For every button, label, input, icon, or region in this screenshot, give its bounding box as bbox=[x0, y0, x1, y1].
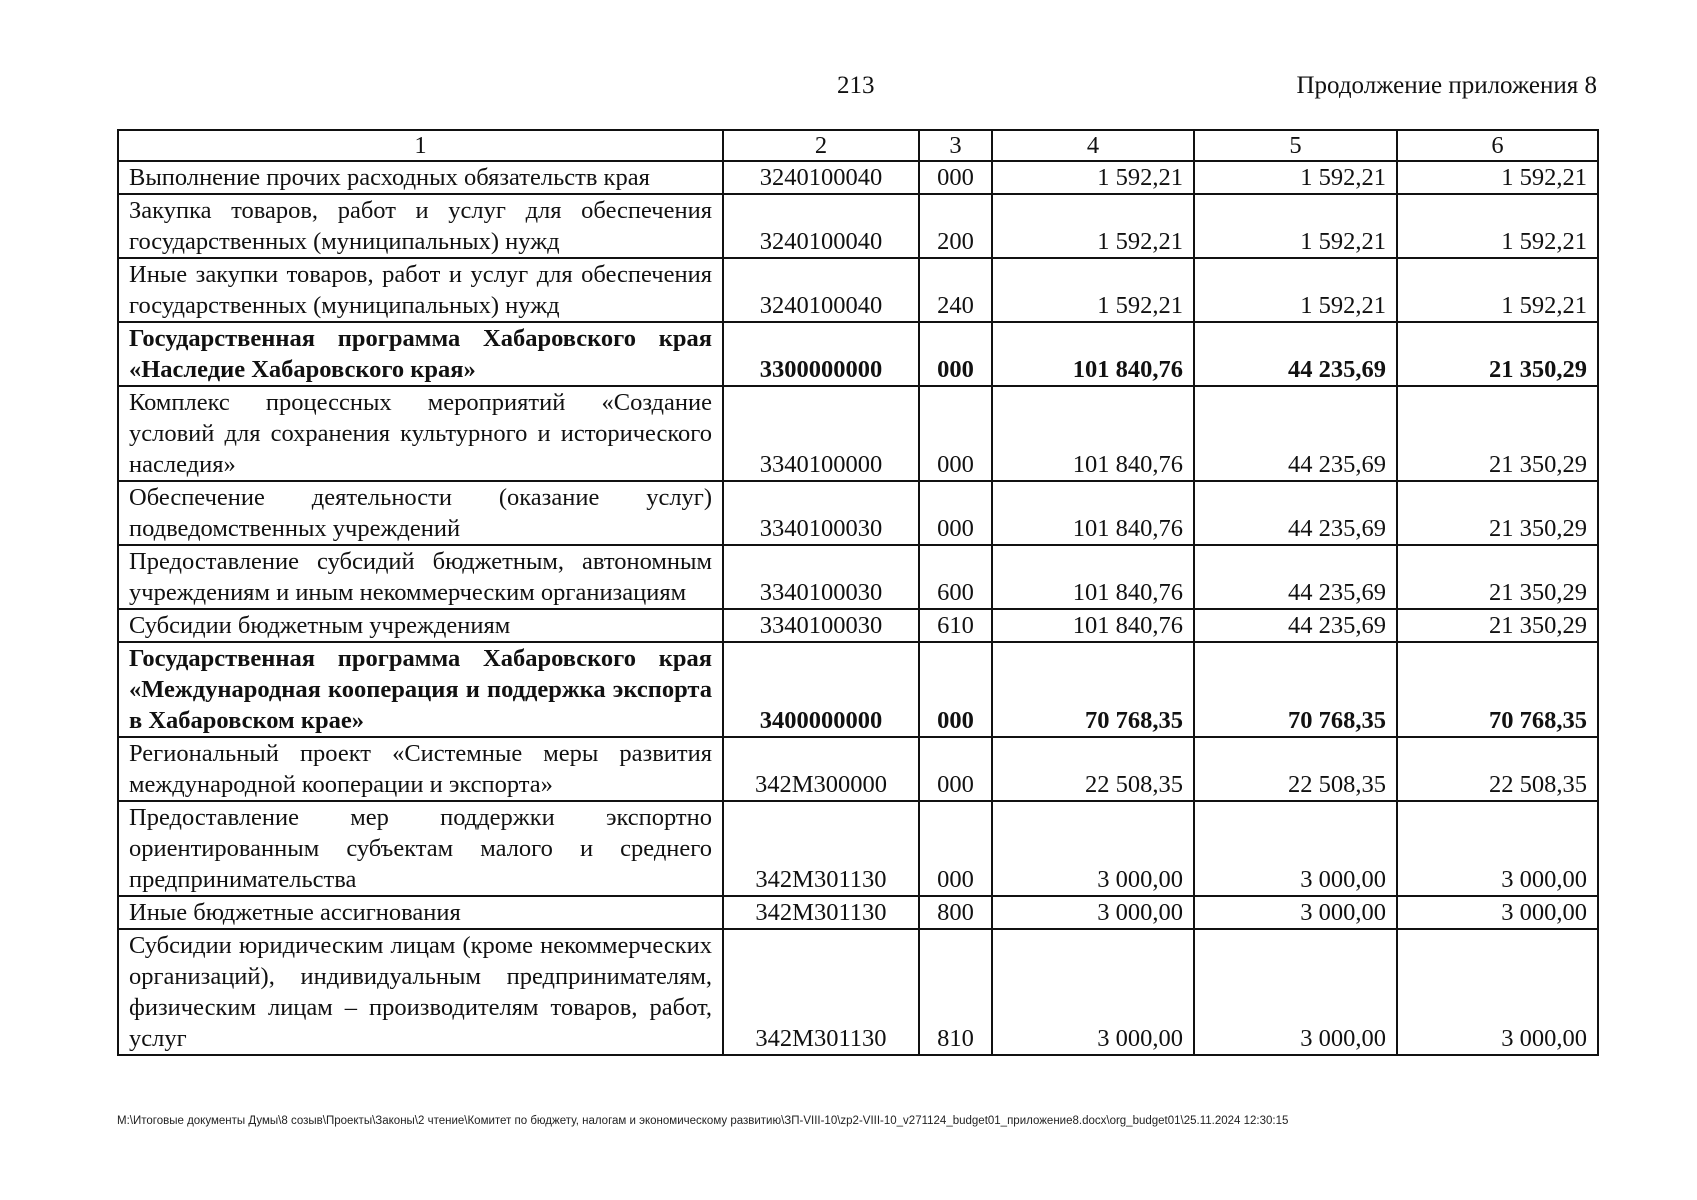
table-row bbox=[118, 929, 1598, 1055]
row-value-col6-cell: 21 350,29 bbox=[1397, 545, 1598, 609]
row-value-col5-cell: 70 768,35 bbox=[1194, 642, 1397, 737]
appendix-caption: Продолжение приложения 8 bbox=[1296, 72, 1597, 99]
row-code-cell: 3340100000 bbox=[723, 386, 919, 481]
row-name-cell: Региональный проект «Системные меры развития международной кооперации и экспорта» bbox=[118, 737, 723, 801]
row-expense-type-cell: 000 bbox=[919, 801, 992, 896]
column-header-4: 4 bbox=[992, 130, 1194, 161]
row-expense-type-cell: 800 bbox=[919, 896, 992, 929]
row-expense-type-cell: 810 bbox=[919, 929, 992, 1055]
table-row bbox=[118, 896, 1598, 929]
row-code-cell: 3340100030 bbox=[723, 609, 919, 642]
row-value-col6-cell: 3 000,00 bbox=[1397, 801, 1598, 896]
row-value-col5-cell: 1 592,21 bbox=[1194, 194, 1397, 258]
table-row bbox=[118, 258, 1598, 322]
table-row bbox=[118, 642, 1598, 737]
row-name-cell: Выполнение прочих расходных обязательств края bbox=[118, 161, 723, 194]
row-name-cell: Субсидии бюджетным учреждениям bbox=[118, 609, 723, 642]
row-value-col5-cell: 44 235,69 bbox=[1194, 481, 1397, 545]
table-row bbox=[118, 194, 1598, 258]
row-code-cell: 342М300000 bbox=[723, 737, 919, 801]
row-expense-type-cell: 000 bbox=[919, 322, 992, 386]
table-row bbox=[118, 545, 1598, 609]
table-row bbox=[118, 322, 1598, 386]
row-name-cell: Предоставление мер поддержки экспортно ориентированным субъектам малого и среднего предпринимательства bbox=[118, 801, 723, 896]
row-value-col6-cell: 1 592,21 bbox=[1397, 194, 1598, 258]
row-value-col4-cell: 1 592,21 bbox=[992, 161, 1194, 194]
row-value-col5-cell: 44 235,69 bbox=[1194, 322, 1397, 386]
row-expense-type-cell: 000 bbox=[919, 161, 992, 194]
row-value-col5-cell: 44 235,69 bbox=[1194, 545, 1397, 609]
row-name-cell: Иные закупки товаров, работ и услуг для обеспечения государственных (муниципальных) нужд bbox=[118, 258, 723, 322]
table-row bbox=[118, 161, 1598, 194]
row-value-col5-cell: 1 592,21 bbox=[1194, 161, 1397, 194]
row-code-cell: 3240100040 bbox=[723, 258, 919, 322]
row-value-col6-cell: 21 350,29 bbox=[1397, 322, 1598, 386]
column-header-2: 2 bbox=[723, 130, 919, 161]
row-code-cell: 342М301130 bbox=[723, 896, 919, 929]
row-value-col6-cell: 3 000,00 bbox=[1397, 929, 1598, 1055]
table-row bbox=[118, 801, 1598, 896]
row-value-col5-cell: 1 592,21 bbox=[1194, 258, 1397, 322]
table-row bbox=[118, 737, 1598, 801]
row-value-col6-cell: 70 768,35 bbox=[1397, 642, 1598, 737]
row-name-cell: Закупка товаров, работ и услуг для обеспечения государственных (муниципальных) нужд bbox=[118, 194, 723, 258]
row-value-col6-cell: 3 000,00 bbox=[1397, 896, 1598, 929]
row-value-col6-cell: 21 350,29 bbox=[1397, 609, 1598, 642]
row-value-col5-cell: 44 235,69 bbox=[1194, 609, 1397, 642]
row-value-col5-cell: 22 508,35 bbox=[1194, 737, 1397, 801]
row-value-col4-cell: 1 592,21 bbox=[992, 258, 1194, 322]
row-value-col6-cell: 21 350,29 bbox=[1397, 481, 1598, 545]
column-number-row bbox=[118, 130, 1598, 161]
row-value-col4-cell: 101 840,76 bbox=[992, 609, 1194, 642]
column-header-1: 1 bbox=[118, 130, 723, 161]
row-value-col5-cell: 3 000,00 bbox=[1194, 801, 1397, 896]
row-expense-type-cell: 200 bbox=[919, 194, 992, 258]
row-name-cell: Комплекс процессных мероприятий «Создание условий для сохранения культурного и исторического наследия» bbox=[118, 386, 723, 481]
row-value-col4-cell: 1 592,21 bbox=[992, 194, 1194, 258]
row-value-col5-cell: 3 000,00 bbox=[1194, 896, 1397, 929]
row-value-col6-cell: 22 508,35 bbox=[1397, 737, 1598, 801]
table-row bbox=[118, 481, 1598, 545]
row-name-cell: Обеспечение деятельности (оказание услуг) подведомственных учреждений bbox=[118, 481, 723, 545]
table-row bbox=[118, 609, 1598, 642]
row-value-col4-cell: 101 840,76 bbox=[992, 322, 1194, 386]
row-expense-type-cell: 000 bbox=[919, 481, 992, 545]
row-expense-type-cell: 000 bbox=[919, 737, 992, 801]
row-name-cell: Субсидии юридическим лицам (кроме некоммерческих организаций), индивидуальным предпринимателям, физическим лицам – производителям товаров, работ, услуг bbox=[118, 929, 723, 1055]
row-code-cell: 3340100030 bbox=[723, 545, 919, 609]
row-code-cell: 342М301130 bbox=[723, 801, 919, 896]
budget-table bbox=[117, 129, 1599, 1056]
row-expense-type-cell: 240 bbox=[919, 258, 992, 322]
row-value-col4-cell: 22 508,35 bbox=[992, 737, 1194, 801]
row-value-col6-cell: 1 592,21 bbox=[1397, 258, 1598, 322]
row-name-cell: Государственная программа Хабаровского края «Наследие Хабаровского края» bbox=[118, 322, 723, 386]
row-name-cell: Иные бюджетные ассигнования bbox=[118, 896, 723, 929]
column-header-6: 6 bbox=[1397, 130, 1598, 161]
row-value-col6-cell: 1 592,21 bbox=[1397, 161, 1598, 194]
row-value-col4-cell: 3 000,00 bbox=[992, 929, 1194, 1055]
row-expense-type-cell: 000 bbox=[919, 642, 992, 737]
row-value-col5-cell: 44 235,69 bbox=[1194, 386, 1397, 481]
row-code-cell: 342М301130 bbox=[723, 929, 919, 1055]
row-value-col4-cell: 3 000,00 bbox=[992, 801, 1194, 896]
row-code-cell: 3400000000 bbox=[723, 642, 919, 737]
document-file-path: М:\Итоговые документы Думы\8 созыв\Проекты\Законы\2 чтение\Комитет по бюджету, налогам и экономическому развитию\ЗП-VIII-10\zp2-VIII-10_v271124_budget01_приложение8.docx\org_budget01\25.11.2024 12:30:15 bbox=[117, 1115, 1289, 1127]
budget-table-body bbox=[118, 130, 1598, 1055]
row-expense-type-cell: 610 bbox=[919, 609, 992, 642]
row-code-cell: 3240100040 bbox=[723, 194, 919, 258]
page-number: 213 bbox=[837, 72, 875, 99]
row-name-cell: Государственная программа Хабаровского края «Международная кооперация и поддержка экспорта в Хабаровском крае» bbox=[118, 642, 723, 737]
row-value-col5-cell: 3 000,00 bbox=[1194, 929, 1397, 1055]
row-expense-type-cell: 600 bbox=[919, 545, 992, 609]
row-value-col4-cell: 101 840,76 bbox=[992, 386, 1194, 481]
row-code-cell: 3300000000 bbox=[723, 322, 919, 386]
row-value-col4-cell: 101 840,76 bbox=[992, 545, 1194, 609]
row-name-cell: Предоставление субсидий бюджетным, автономным учреждениям и иным некоммерческим организациям bbox=[118, 545, 723, 609]
row-value-col4-cell: 101 840,76 bbox=[992, 481, 1194, 545]
column-header-3: 3 bbox=[919, 130, 992, 161]
row-value-col4-cell: 3 000,00 bbox=[992, 896, 1194, 929]
row-value-col4-cell: 70 768,35 bbox=[992, 642, 1194, 737]
row-value-col6-cell: 21 350,29 bbox=[1397, 386, 1598, 481]
column-header-5: 5 bbox=[1194, 130, 1397, 161]
table-row bbox=[118, 386, 1598, 481]
row-code-cell: 3340100030 bbox=[723, 481, 919, 545]
row-expense-type-cell: 000 bbox=[919, 386, 992, 481]
row-code-cell: 3240100040 bbox=[723, 161, 919, 194]
